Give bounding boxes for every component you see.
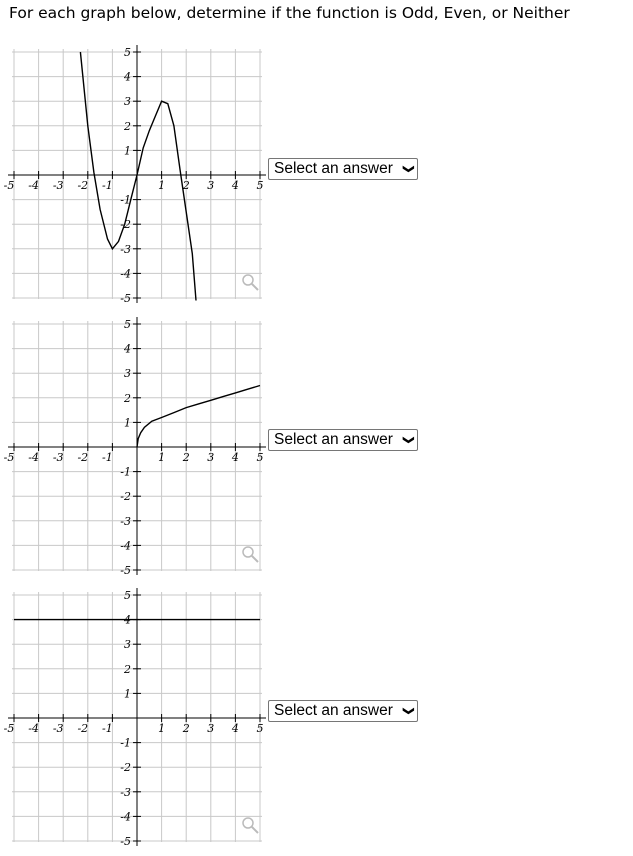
y-tick-label: -2 (120, 490, 131, 504)
y-tick-label: 2 (124, 391, 131, 405)
x-tick-label: 3 (207, 722, 215, 735)
question-prompt: For each graph below, determine if the function is Odd, Even, or Neither (9, 4, 570, 22)
y-tick-label: 1 (124, 687, 131, 701)
chevron-down-icon: ❯ (402, 164, 415, 174)
magnifier-handle (252, 284, 258, 290)
y-tick-label: 2 (124, 662, 131, 676)
chevron-down-icon: ❯ (402, 706, 415, 716)
x-tick-label: -1 (102, 179, 113, 192)
magnifier-lens (243, 818, 253, 828)
x-tick-label: 5 (256, 722, 264, 735)
graph-3-plot (3, 588, 266, 848)
graph-1 (3, 45, 266, 305)
cubic-curve (80, 52, 196, 301)
y-tick-label: -4 (120, 267, 131, 281)
x-tick-label: -4 (28, 451, 39, 464)
x-tick-label: -3 (52, 722, 64, 735)
x-tick-label: -2 (77, 451, 89, 464)
answer-select-1[interactable] (268, 158, 418, 180)
x-tick-label: 3 (207, 451, 215, 464)
x-tick-label: -1 (102, 451, 113, 464)
magnifier-lens (243, 547, 253, 557)
x-tick-label: -3 (52, 179, 64, 192)
x-tick-label: -5 (3, 722, 15, 735)
y-tick-label: 5 (124, 318, 131, 331)
y-tick-label: -5 (120, 835, 131, 848)
graph-3 (3, 588, 266, 848)
graph-2-plot (3, 317, 266, 577)
x-tick-label: 1 (158, 722, 166, 735)
y-tick-label: -1 (120, 465, 131, 479)
x-tick-label: -4 (28, 722, 39, 735)
y-tick-label: 1 (124, 416, 131, 430)
x-tick-label: 2 (182, 451, 190, 464)
y-tick-label: -4 (120, 539, 131, 553)
x-tick-label: -2 (77, 722, 89, 735)
y-tick-label: -3 (120, 785, 131, 799)
x-tick-label: 3 (207, 179, 215, 192)
magnifier-icon (243, 275, 258, 290)
y-tick-label: 3 (124, 638, 131, 652)
magnifier-handle (252, 827, 258, 833)
x-tick-label: 1 (158, 451, 166, 464)
x-tick-label: 2 (182, 179, 190, 192)
y-tick-label: -3 (120, 514, 131, 528)
y-tick-label: 3 (124, 95, 131, 109)
x-tick-label: -2 (77, 179, 89, 192)
magnifier-lens (243, 275, 253, 285)
y-tick-label: 4 (124, 342, 131, 356)
magnifier-icon (243, 547, 258, 562)
answer-select-2[interactable] (268, 429, 418, 451)
answer-select-3[interactable] (268, 700, 418, 722)
magnifier-icon (243, 818, 258, 833)
x-tick-label: 1 (158, 179, 166, 192)
x-tick-label: -5 (3, 451, 15, 464)
x-tick-label: -1 (102, 722, 113, 735)
magnifier-handle (252, 556, 258, 562)
x-tick-label: 4 (231, 179, 239, 192)
answer-select-1-label: Select an answer (274, 160, 393, 177)
x-tick-label: -4 (28, 179, 39, 192)
y-tick-label: 5 (124, 46, 131, 59)
x-tick-label: 2 (182, 722, 190, 735)
chevron-down-icon: ❯ (402, 435, 415, 445)
square-root-curve (137, 386, 260, 448)
x-tick-label: 4 (231, 722, 239, 735)
answer-select-2-label: Select an answer (274, 431, 393, 448)
x-tick-label: 5 (256, 451, 264, 464)
x-tick-label: 5 (256, 179, 264, 192)
y-tick-label: 1 (124, 144, 131, 158)
y-tick-label: -2 (120, 218, 131, 232)
graph-2 (3, 317, 266, 577)
y-tick-label: 5 (124, 589, 131, 602)
answer-select-3-label: Select an answer (274, 702, 393, 719)
x-tick-label: -3 (52, 451, 64, 464)
x-tick-label: 4 (231, 451, 239, 464)
y-tick-label: 2 (124, 119, 131, 133)
x-tick-label: -5 (3, 179, 15, 192)
y-tick-label: -5 (120, 292, 131, 305)
y-tick-label: 4 (124, 70, 131, 84)
y-tick-label: -1 (120, 193, 131, 207)
y-tick-label: -1 (120, 736, 131, 750)
y-tick-label: -5 (120, 564, 131, 577)
y-tick-label: -3 (120, 242, 131, 256)
y-tick-label: -2 (120, 761, 131, 775)
y-tick-label: 4 (124, 613, 131, 627)
y-tick-label: 3 (124, 367, 131, 381)
graph-1-plot (3, 45, 266, 305)
y-tick-label: -4 (120, 810, 131, 824)
